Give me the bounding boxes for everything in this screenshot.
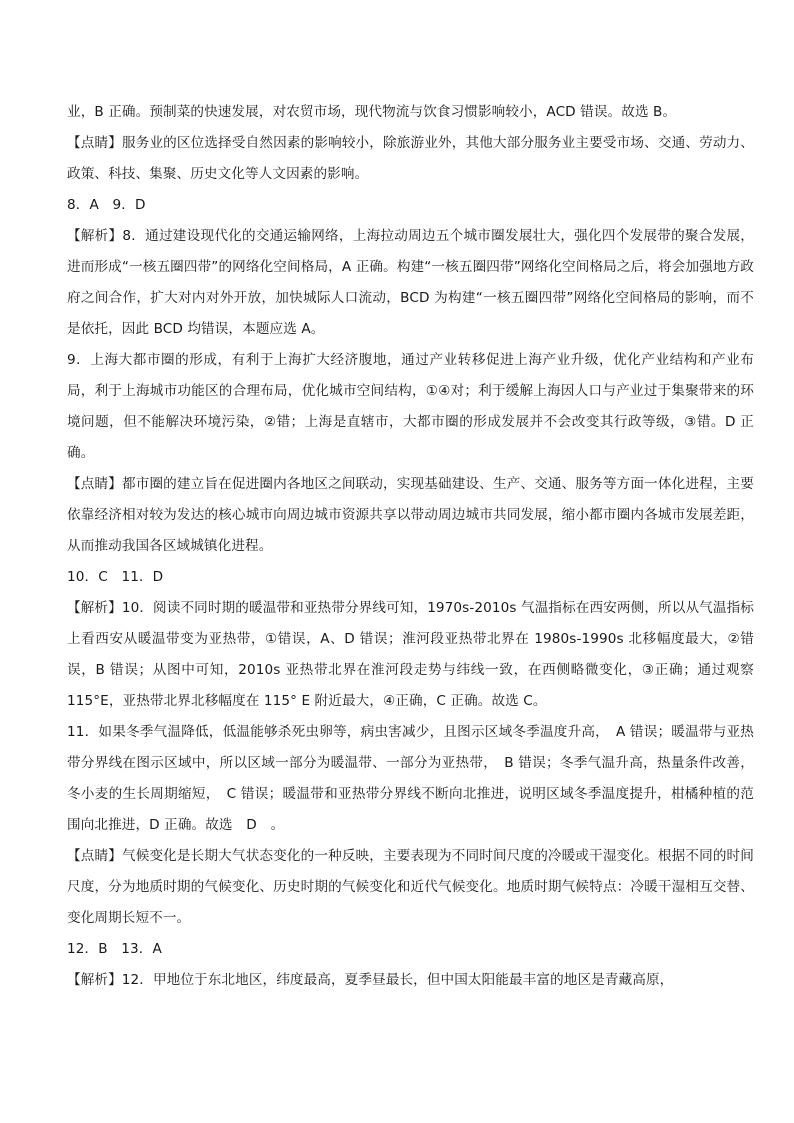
paragraph: 【点睛】服务业的区位选择受自然因素的影响较小，除旅游业外，其他大部分服务业主要受市场、交通、劳动力、政策、科技、集聚、历史文化等人文因素的影响。 [67, 135, 754, 182]
answer-line: 8．A 9．D [67, 197, 146, 213]
paragraph: 【解析】10．阅读不同时期的暖温带和亚热带分界线可知，1970s-2010s 气温指标在西安两侧，所以从气温指标上看西安从暖温带变为亚热带，①错误，A、D 错误；淮河段亚热带北界在 1980s-1990s 北移幅度最大，②错误，B 错误；从图中可知，2010s 亚热带北界在淮河段走势与纬线一致，在西侧略微变化，③正确；通过观察 115°E，亚热带北界北移幅度在 115° E 附近最大，④正确，C 正确。故选 C。 [67, 600, 754, 709]
paragraph: 业，B 正确。预制菜的快速发展，对农贸市场，现代物流与饮食习惯影响较小，ACD 错误。故选 B。 [67, 104, 677, 120]
paragraph: 9．上海大都市圈的形成，有利于上海扩大经济腹地，通过产业转移促进上海产业升级，优化产业结构和产业布局，利于上海城市功能区的合理布局，优化城市空间结构，①④对；利于缓解上海因人口与产业过于集聚带来的环境问题，但不能解决环境污染，②错；上海是直辖市，大都市圈的形成发展并不会改变其行政等级，③错。D 正确。 [67, 352, 754, 461]
paragraph: 【解析】8．通过建设现代化的交通运输网络，上海拉动周边五个城市圈发展壮大，强化四个发展带的聚合发展，进而形成“一核五圈四带”的网络化空间格局，A 正确。构建“一核五圈四带”网络化空间格局之后，将会加强地方政府之间合作，扩大对内对外开放，加快城际人口流动，BCD 为构建“一核五圈四带”网络化空间格局的影响，而不是依托，因此 BCD 均错误，本题应选 A。 [67, 228, 754, 337]
paragraph: 【点睛】都市圈的建立旨在促进圈内各地区之间联动，实现基础建设、生产、交通、服务等方面一体化进程，主要依靠经济相对较为发达的核心城市向周边城市资源共享以带动周边城市共同发展，缩小都市圈内各城市发展差距，从而推动我国各区域城镇化进程。 [67, 476, 754, 554]
paragraph: 【解析】12．甲地位于东北地区，纬度最高，夏季昼最长，但中国太阳能最丰富的地区是青藏高原， [67, 972, 674, 988]
paragraph: 【点睛】气候变化是长期大气状态变化的一种反映，主要表现为不同时间尺度的冷暖或干湿变化。根据不同的时间尺度，分为地质时期的气候变化、历史时期的气候变化和近代气候变化。地质时期气候特点：冷暖干湿相互交替、变化周期长短不一。 [67, 848, 754, 926]
paragraph: 11．如果冬季气温降低，低温能够杀死虫卵等，病虫害减少，且图示区域冬季温度升高， A 错误；暖温带与亚热带分界线在图示区域中，所以区域一部分为暖温带、一部分为亚热带， B 错误；冬季气温升高，热量条件改善，冬小麦的生长周期缩短， C 错误；暖温带和亚热带分界线不断向北推进，说明区域冬季温度提升，柑橘种植的范围向北推进，D 正确。故选 D 。 [67, 724, 754, 833]
answer-line: 12．B 13．A [67, 941, 162, 957]
answer-line: 10．C 11．D [67, 569, 164, 585]
